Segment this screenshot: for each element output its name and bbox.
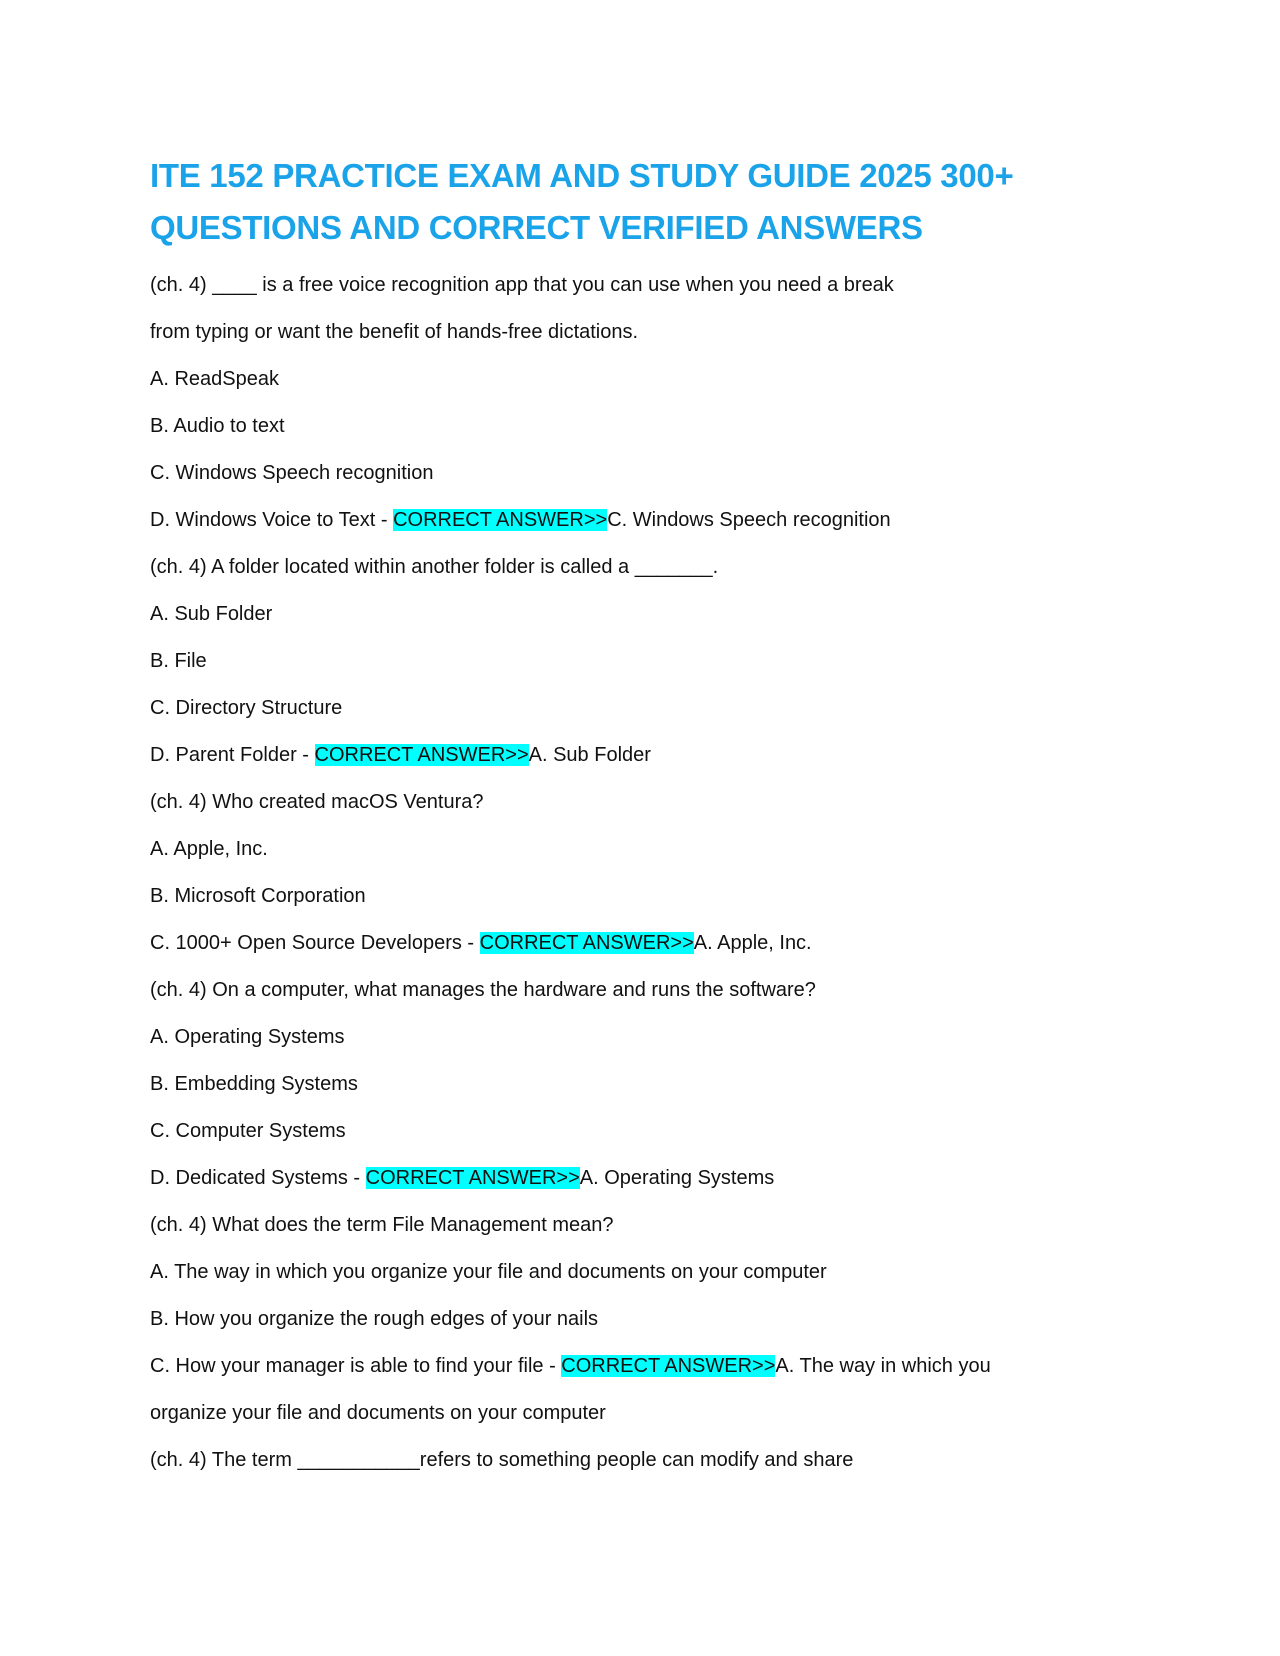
answer-option-with-key bbox=[150, 1343, 1150, 1390]
answer-option: A. Apple, Inc. bbox=[150, 838, 268, 860]
answer-option: A. Operating Systems bbox=[150, 1026, 345, 1048]
answer-option-with-key bbox=[150, 1155, 1150, 1202]
answer-option: C. Windows Speech recognition bbox=[150, 462, 434, 484]
answer-option: A. ReadSpeak bbox=[150, 368, 279, 390]
correct-answer-highlight: CORRECT ANSWER>> bbox=[393, 509, 608, 531]
option-text: D. Parent Folder - bbox=[150, 744, 315, 766]
question-list bbox=[150, 262, 1150, 1484]
correct-answer-highlight: CORRECT ANSWER>> bbox=[479, 932, 694, 954]
answer-option: B. Microsoft Corporation bbox=[150, 885, 366, 907]
correct-answer-text: A. Apple, Inc. bbox=[693, 932, 812, 954]
answer-option: A. The way in which you organize your file and documents on your computer bbox=[150, 1261, 827, 1283]
correct-answer-text: A. Sub Folder bbox=[528, 744, 651, 766]
answer-continuation: organize your file and documents on your computer bbox=[150, 1402, 606, 1424]
title-line-2: QUESTIONS AND CORRECT VERIFIED ANSWERS bbox=[150, 209, 923, 246]
document-title bbox=[150, 150, 1150, 254]
correct-answer-text: A. The way in which you bbox=[775, 1355, 991, 1377]
question-text: (ch. 4) What does the term File Management mean? bbox=[150, 1214, 614, 1236]
title-line-1: ITE 152 PRACTICE EXAM AND STUDY GUIDE 2025 300+ bbox=[150, 157, 1014, 194]
answer-option-with-key bbox=[150, 497, 1150, 544]
option-text: C. 1000+ Open Source Developers - bbox=[150, 932, 480, 954]
correct-answer-highlight: CORRECT ANSWER>> bbox=[365, 1167, 580, 1189]
question-text: (ch. 4) A folder located within another folder is called a _______. bbox=[150, 556, 719, 578]
correct-answer-text: A. Operating Systems bbox=[579, 1167, 775, 1189]
question-text: (ch. 4) Who created macOS Ventura? bbox=[150, 791, 484, 813]
question-text: (ch. 4) ____ is a free voice recognition app that you can use when you need a break bbox=[150, 274, 894, 296]
answer-option: A. Sub Folder bbox=[150, 603, 273, 625]
correct-answer-text: C. Windows Speech recognition bbox=[607, 509, 891, 531]
option-text: C. How your manager is able to find your file - bbox=[150, 1355, 562, 1377]
answer-option: B. File bbox=[150, 650, 207, 672]
answer-option: C. Computer Systems bbox=[150, 1120, 346, 1142]
answer-option: B. Embedding Systems bbox=[150, 1073, 358, 1095]
answer-option: B. Audio to text bbox=[150, 415, 285, 437]
option-text: D. Dedicated Systems - bbox=[150, 1167, 366, 1189]
question-text: from typing or want the benefit of hands-free dictations. bbox=[150, 321, 639, 343]
correct-answer-highlight: CORRECT ANSWER>> bbox=[314, 744, 529, 766]
question-text: (ch. 4) On a computer, what manages the hardware and runs the software? bbox=[150, 979, 816, 1001]
question-text: (ch. 4) The term ___________refers to something people can modify and share bbox=[150, 1449, 854, 1471]
answer-option: B. How you organize the rough edges of your nails bbox=[150, 1308, 599, 1330]
answer-option-with-key bbox=[150, 732, 1150, 779]
answer-option: C. Directory Structure bbox=[150, 697, 343, 719]
option-text: D. Windows Voice to Text - bbox=[150, 509, 394, 531]
answer-option-with-key bbox=[150, 920, 1150, 967]
correct-answer-highlight: CORRECT ANSWER>> bbox=[561, 1355, 776, 1377]
